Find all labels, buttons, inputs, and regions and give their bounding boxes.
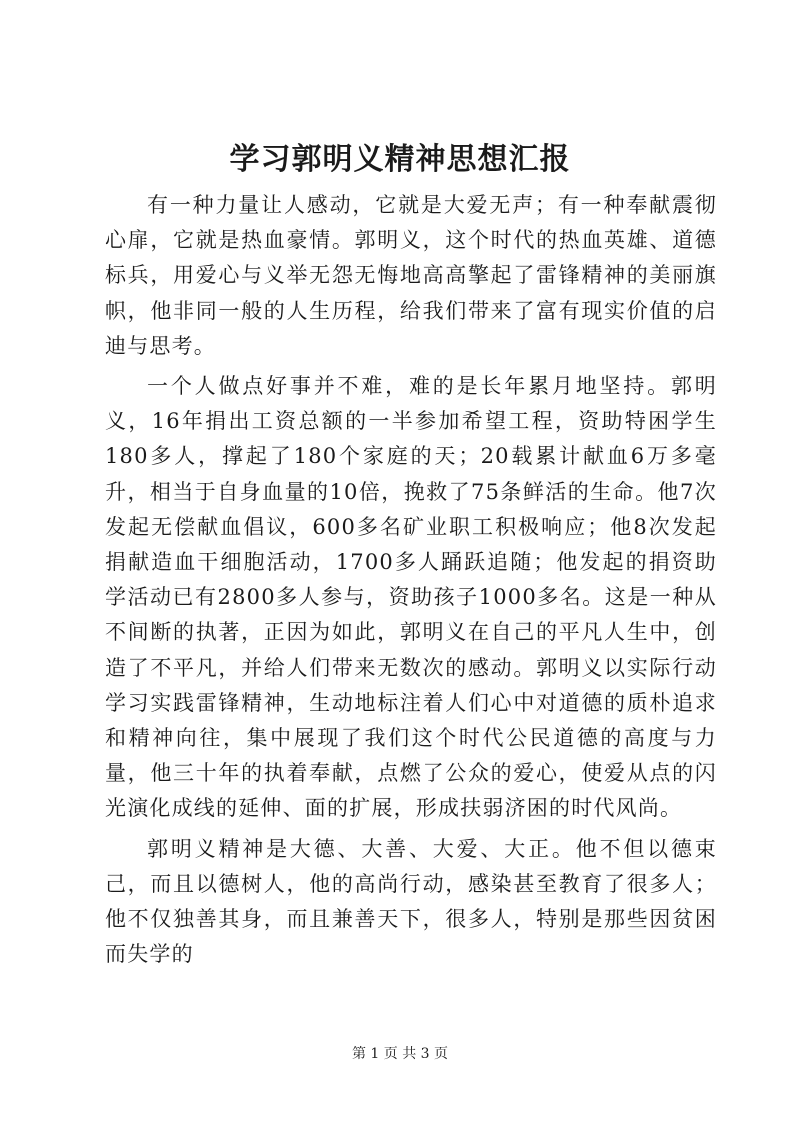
document-title: 学习郭明义精神思想汇报: [229, 142, 571, 177]
paragraph-3: 郭明义精神是大德、大善、大爱、大正。他不但以德束己，而且以德树人，他的高尚行动，感染甚至教育了很多人；他不仅独善其身，而且兼善天下，很多人，特别是那些因贫困而失学的: [105, 836, 717, 967]
page-number-footer: 第 1 页 共 3 页: [351, 1046, 449, 1062]
paragraph-1: 有一种力量让人感动，它就是大爱无声；有一种奉献震彻心扉，它就是热血豪情。郭明义，这个时代的热血英雄、道德标兵，用爱心与义举无怨无悔地高高擎起了雷锋精神的美丽旗帜，他非同一般的人生历程，给我们带来了富有现实价值的启迪与思考。: [105, 193, 717, 358]
paragraph-2: 一个人做点好事并不难，难的是长年累月地坚持。郭明义，16年捐出工资总额的一半参加希望工程，资助特困学生180多人，撑起了180个家庭的天；20载累计献血6万多毫升，相当于自身血量的10倍，挽救了75条鲜活的生命。他7次发起无偿献血倡议，600多名矿业职工积极响应；他8次发起捐献造血干细胞活动，1700多人踊跃追随；他发起的捐资助学活动已有2800多人参与，资助孩子1000多名。这是一种从不间断的执著，正因为如此，郭明义在自己的平凡人生中，创造了不平凡，并给人们带来无数次的感动。郭明义以实际行动学习实践雷锋精神，生动地标注着人们心中对道德的质朴追求和精神向往，集中展现了我们这个时代公民道德的高度与力量，他三十年的执着奉献，点燃了公众的爱心，使爱从点的闪光演化成线的延伸、面的扩展，形成扶弱济困的时代风尚。: [105, 374, 717, 821]
document-body: [105, 188, 717, 977]
